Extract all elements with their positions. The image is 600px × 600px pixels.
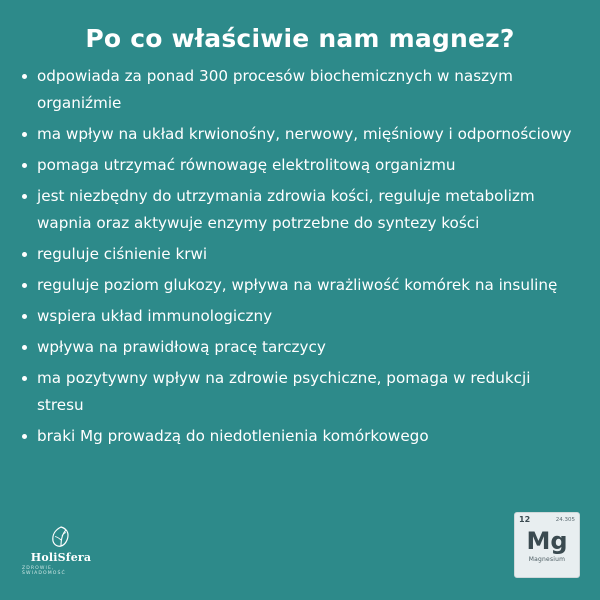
benefits-list — [14, 63, 586, 450]
list-item: reguluje ciśnienie krwi — [20, 241, 580, 268]
element-tile-header — [519, 516, 575, 524]
list-item: reguluje poziom glukozy, wpływa na wrażliwość komórek na insulinę — [20, 272, 580, 299]
element-symbol: Mg — [526, 527, 568, 555]
leaf-icon — [48, 524, 74, 550]
brand-logo — [22, 514, 100, 576]
element-name: Magnesium — [528, 556, 566, 563]
page-title: Po co właściwie nam magnez? — [85, 24, 515, 53]
list-item: jest niezbędny do utrzymania zdrowia kości, reguluje metabolizm wapnia oraz aktywuje enzymy potrzebne do syntezy kości — [20, 183, 580, 237]
element-atomic-mass: 24.305 — [555, 517, 575, 523]
list-item: ma pozytywny wpływ na zdrowie psychiczne, pomaga w redukcji stresu — [20, 365, 580, 419]
periodic-element-tile — [514, 512, 580, 578]
brand-name: HoliSfera — [30, 551, 92, 564]
list-item: braki Mg prowadzą do niedotlenienia komórkowego — [20, 423, 580, 450]
brand-tagline: ZDROWIE, ŚWIADOMOŚĆ — [22, 566, 66, 576]
list-item: ma wpływ na układ krwionośny, nerwowy, mięśniowy i odpornościowy — [20, 121, 580, 148]
list-item: odpowiada za ponad 300 procesów biochemicznych w naszym organiźmie — [20, 63, 580, 117]
list-item: wpływa na prawidłową pracę tarczycy — [20, 334, 580, 361]
element-atomic-number: 12 — [519, 515, 531, 524]
list-item: pomaga utrzymać równowagę elektrolitową organizmu — [20, 152, 580, 179]
list-item: wspiera układ immunologiczny — [20, 303, 580, 330]
